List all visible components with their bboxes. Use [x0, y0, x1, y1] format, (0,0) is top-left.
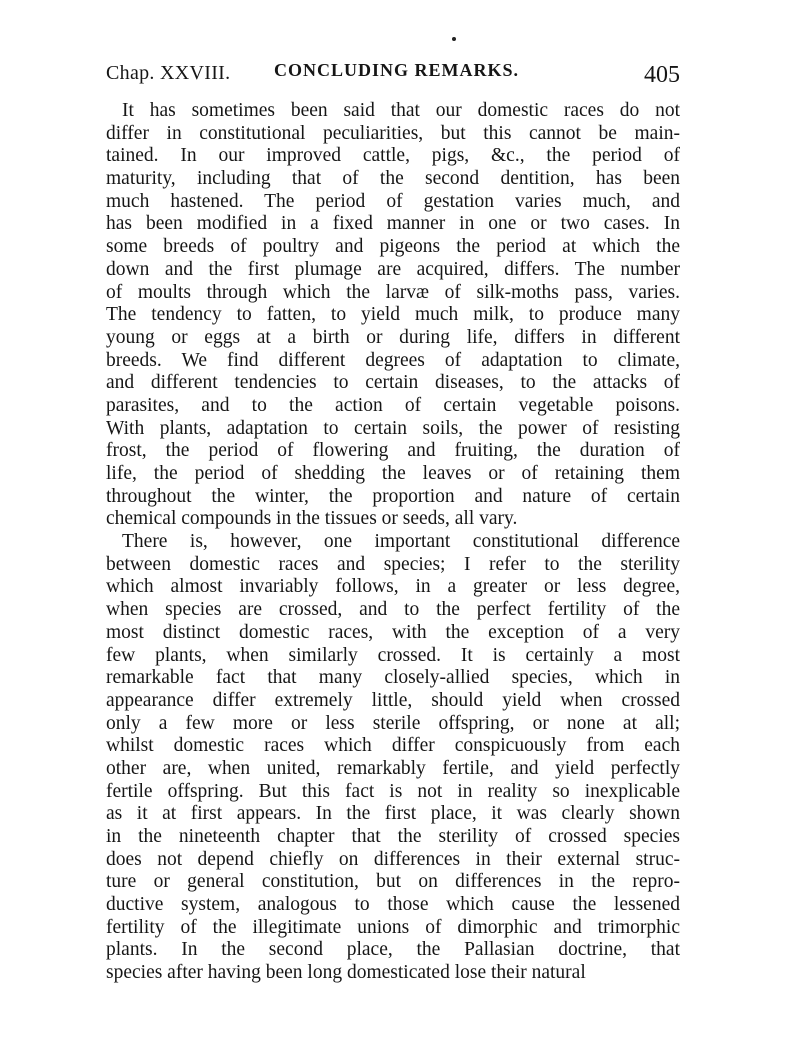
page-number: 405 — [644, 62, 680, 88]
text-line: remarkable fact that many closely-allied species, which in — [106, 667, 680, 689]
text-line: whilst domestic races which differ conspicuously from each — [106, 735, 680, 757]
paragraph — [106, 531, 680, 985]
text-line: breeds. We find different degrees of adaptation to climate, — [106, 349, 680, 371]
chapter-label: Chap. XXVIII. — [106, 62, 231, 84]
text-line: life, the period of shedding the leaves or of retaining them — [106, 463, 680, 484]
text-line: between domestic races and species; I refer to the sterility — [106, 553, 680, 575]
text-line: differ in constitutional peculiarities, but this cannot be main- — [106, 122, 680, 144]
text-line: plants. In the second place, the Pallasian doctrine, that — [106, 939, 680, 961]
text-line: frost, the period of flowering and fruiting, the duration of — [106, 440, 680, 462]
text-line: some breeds of poultry and pigeons the period at which the — [106, 236, 680, 258]
text-line: With plants, adaptation to certain soils, the power of resisting — [106, 417, 680, 439]
text-line: of moults through which the larvæ of silk-moths pass, varies. — [106, 281, 680, 303]
text-line: much hastened. The period of gestation varies much, and — [106, 190, 680, 212]
paragraph — [106, 100, 680, 531]
body-text — [106, 100, 680, 985]
text-line: There is, however, one important constitutional difference — [122, 531, 680, 553]
text-line: It has sometimes been said that our domestic races do not — [122, 100, 680, 121]
text-line: does not depend chiefly on differences in their external struc- — [106, 848, 680, 870]
text-line: tained. In our improved cattle, pigs, &c., the period of — [106, 145, 680, 167]
text-line: when species are crossed, and to the perfect fertility of the — [106, 599, 680, 621]
text-line: The tendency to fatten, to yield much milk, to produce many — [106, 304, 680, 326]
text-line: throughout the winter, the proportion and nature of certain — [106, 485, 680, 507]
text-line: which almost invariably follows, in a greater or less degree, — [106, 576, 680, 598]
ink-speck — [452, 37, 456, 41]
text-line: other are, when united, remarkably fertile, and yield perfectly — [106, 757, 680, 779]
text-line: only a few more or less sterile offspring, or none at all; — [106, 712, 680, 734]
text-line: young or eggs at a birth or during life, differs in different — [106, 326, 680, 348]
running-header — [106, 56, 680, 96]
text-line: and different tendencies to certain diseases, to the attacks of — [106, 372, 680, 394]
text-line: ture or general constitution, but on differences in the repro- — [106, 871, 680, 893]
text-line: species after having been long domesticated lose their natural — [106, 962, 586, 984]
text-line: appearance differ extremely little, should yield when crossed — [106, 689, 680, 711]
text-line: fertile offspring. But this fact is not in reality so inexplicable — [106, 780, 680, 802]
text-line: fertility of the illegitimate unions of dimorphic and trimorphic — [106, 916, 680, 938]
text-line: few plants, when similarly crossed. It is certainly a most — [106, 644, 680, 666]
text-line: ductive system, analogous to those which cause the lessened — [106, 894, 680, 916]
text-line: parasites, and to the action of certain vegetable poisons. — [106, 394, 680, 416]
text-line: as it at first appears. In the first place, it was clearly shown — [106, 803, 680, 825]
text-line: down and the first plumage are acquired, differs. The number — [106, 258, 680, 280]
text-line: chemical compounds in the tissues or seeds, all vary. — [106, 508, 518, 530]
text-line: in the nineteenth chapter that the sterility of crossed species — [106, 826, 680, 847]
text-line: most distinct domestic races, with the exception of a very — [106, 621, 680, 643]
text-line: has been modified in a fixed manner in one or two cases. In — [106, 213, 680, 235]
running-title: CONCLUDING REMARKS. — [274, 60, 520, 80]
text-line: maturity, including that of the second dentition, has been — [106, 168, 680, 190]
